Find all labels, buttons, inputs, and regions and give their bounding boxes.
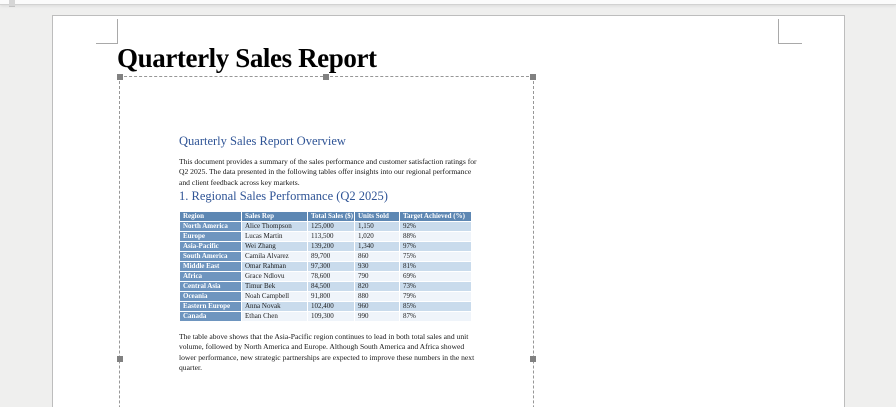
preview-summary-paragraph [179, 332, 485, 374]
table-cell: Omar Rahman [242, 262, 308, 272]
table-row [180, 252, 472, 262]
text-line: and client feedback across key markets. [179, 177, 300, 187]
table-cell: 75% [400, 252, 472, 262]
table-row-header-cell: Eastern Europe [180, 302, 242, 312]
table-cell: 125,000 [308, 222, 355, 232]
table-row-header-cell: Europe [180, 232, 242, 242]
table-cell: 139,200 [308, 242, 355, 252]
table-header-cell: Total Sales ($) [308, 212, 355, 222]
margin-cropmark-right [778, 19, 779, 44]
text-line: Q2 2025. The data presented in the following tables offer insights into our regional performance [179, 167, 472, 177]
table-row [180, 302, 472, 312]
table-row-header-cell: Oceania [180, 292, 242, 302]
table-cell: Wei Zhang [242, 242, 308, 252]
table-cell: 880 [355, 292, 400, 302]
table-cell: 990 [355, 312, 400, 322]
table-cell: 1,020 [355, 232, 400, 242]
selection-handle-top-middle[interactable] [323, 74, 329, 80]
table-row [180, 242, 472, 252]
table-cell: Camila Alvarez [242, 252, 308, 262]
table-cell: 113,500 [308, 232, 355, 242]
table-cell: Grace Ndlovu [242, 272, 308, 282]
table-cell: 89,700 [308, 252, 355, 262]
table-row-header-cell: Canada [180, 312, 242, 322]
table-cell: 92% [400, 222, 472, 232]
margin-cropmark-right [779, 43, 802, 44]
table-header-cell: Region [180, 212, 242, 222]
table-row-header-cell: Asia-Pacific [180, 242, 242, 252]
table-cell: 102,400 [308, 302, 355, 312]
toolbar-notch [9, 0, 15, 7]
regional-sales-table-container [179, 211, 472, 322]
table-row [180, 222, 472, 232]
margin-cropmark-left [117, 19, 118, 44]
table-cell: Timur Bek [242, 282, 308, 292]
table-cell: 87% [400, 312, 472, 322]
table-header-row [180, 212, 472, 222]
table-cell: 960 [355, 302, 400, 312]
table-cell: 69% [400, 272, 472, 282]
table-cell: 860 [355, 252, 400, 262]
table-row [180, 282, 472, 292]
table-header-cell: Target Achieved (%) [400, 212, 472, 222]
table-cell: 1,150 [355, 222, 400, 232]
selection-handle-top-left[interactable] [117, 74, 123, 80]
table-row-header-cell: Central Asia [180, 282, 242, 292]
selection-handle-middle-left[interactable] [117, 356, 123, 362]
preview-table-heading: 1. Regional Sales Performance (Q2 2025) [179, 189, 388, 203]
text-line: The table above shows that the Asia-Pacific region continues to lead in both total sales and unit [179, 332, 469, 341]
table-row [180, 292, 472, 302]
table-row [180, 312, 472, 322]
table-cell: 88% [400, 232, 472, 242]
table-cell: Anna Novak [242, 302, 308, 312]
table-row-header-cell: Africa [180, 272, 242, 282]
table-cell: Lucas Martin [242, 232, 308, 242]
document-title[interactable]: Quarterly Sales Report [117, 43, 377, 73]
text-line: This document provides a summary of the sales performance and customer satisfaction ratings for [179, 157, 477, 166]
table-row [180, 232, 472, 242]
table-cell: 84,500 [308, 282, 355, 292]
margin-cropmark-left [96, 43, 118, 44]
table-body [180, 222, 472, 322]
table-cell: 109,300 [308, 312, 355, 322]
table-row-header-cell: North America [180, 222, 242, 232]
table-header-cell: Units Sold [355, 212, 400, 222]
selection-handle-middle-right[interactable] [530, 356, 536, 362]
regional-sales-table [179, 211, 472, 322]
table-cell: 790 [355, 272, 400, 282]
table-cell: 78,600 [308, 272, 355, 282]
table-cell: 85% [400, 302, 472, 312]
table-cell: 79% [400, 292, 472, 302]
preview-overview-heading: Quarterly Sales Report Overview [179, 134, 346, 148]
table-cell: Ethan Chen [242, 312, 308, 322]
text-line: quarter. [179, 363, 202, 373]
table-cell: 81% [400, 262, 472, 272]
table-cell: 930 [355, 262, 400, 272]
preview-intro-paragraph [179, 157, 485, 188]
table-cell: 97,300 [308, 262, 355, 272]
text-line: lower performance, new strategic partnerships are expected to improve these numbers in the next [179, 352, 475, 362]
table-cell: Alice Thompson [242, 222, 308, 232]
toolbar-bottom-edge [0, 0, 896, 5]
table-row [180, 262, 472, 272]
table-header-cell: Sales Rep [242, 212, 308, 222]
table-cell: 91,800 [308, 292, 355, 302]
table-cell: 820 [355, 282, 400, 292]
document-page[interactable] [52, 15, 845, 407]
table-cell: 1,340 [355, 242, 400, 252]
table-row-header-cell: Middle East [180, 262, 242, 272]
table-row [180, 272, 472, 282]
selection-handle-top-right[interactable] [530, 74, 536, 80]
table-row-header-cell: South America [180, 252, 242, 262]
table-cell: Noah Campbell [242, 292, 308, 302]
text-line: volume, followed by North America and Europe. Although South America and Africa showed [179, 342, 465, 352]
table-cell: 73% [400, 282, 472, 292]
table-cell: 97% [400, 242, 472, 252]
